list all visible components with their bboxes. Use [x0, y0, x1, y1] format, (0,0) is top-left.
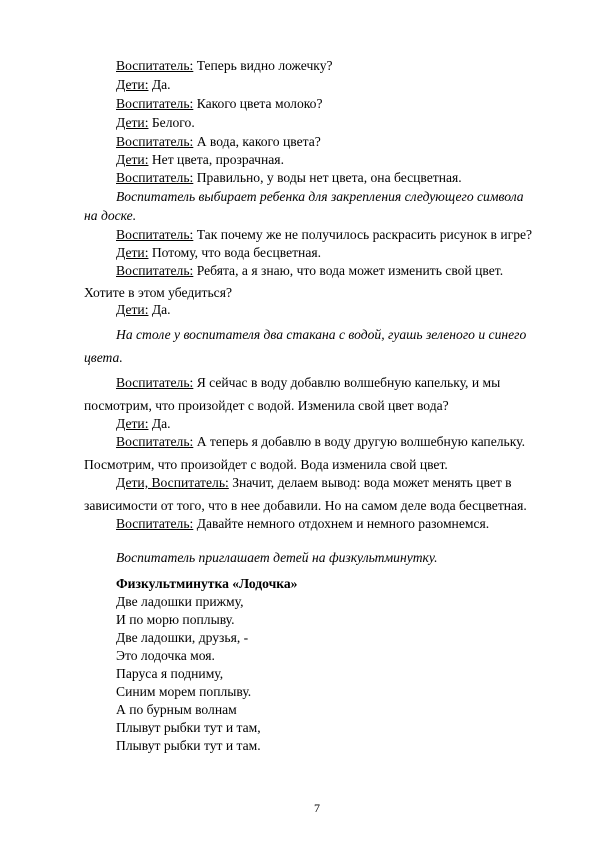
stage-direction: Воспитатель приглашает детей на физкультминутку. — [116, 550, 438, 565]
speaker-label: Воспитатель: — [116, 58, 194, 73]
dialogue-line — [116, 475, 512, 491]
line-continuation: Посмотрим, что произойдет с водой. Вода изменила свой цвет. — [84, 457, 448, 472]
line-text: Потому, что вода бесцветная. — [148, 245, 321, 260]
poem-line: Две ладошки прижму, — [116, 594, 244, 609]
poem-line: И по морю поплыву. — [116, 612, 235, 627]
poem-line: Плывут рыбки тут и там. — [116, 738, 261, 753]
line-continuation: зависимости от того, что в нее добавили. Но на самом деле вода бесцветная. — [84, 498, 527, 513]
dialogue-line — [116, 96, 323, 112]
line-text: Значит, делаем вывод: вода может менять цвет в — [228, 475, 512, 490]
line-text: Да. — [148, 302, 171, 317]
poem-line: Две ладошки, друзья, - — [116, 630, 249, 645]
speaker-label: Дети, Воспитатель: — [116, 475, 229, 490]
stage-direction: На столе у воспитателя два стакана с водой, гуашь зеленого и синего — [116, 327, 527, 342]
dialogue-line — [116, 227, 532, 243]
speaker-label: Дети: — [116, 416, 149, 431]
speaker-label: Воспитатель: — [116, 263, 194, 278]
poem-line: Синим морем поплыву. — [116, 684, 252, 699]
line-text: Давайте немного отдохнем и немного разомнемся. — [193, 516, 490, 531]
poem-line: А по бурным волнам — [116, 702, 237, 717]
speaker-label: Воспитатель: — [116, 96, 194, 111]
dialogue-line — [116, 58, 333, 74]
line-text: Так почему же не получилось раскрасить рисунок в игре? — [193, 227, 533, 242]
dialogue-line — [116, 416, 171, 432]
line-text: Ребята, а я знаю, что вода может изменить свой цвет. — [193, 263, 504, 278]
line-continuation: Хотите в этом убедиться? — [84, 285, 232, 300]
dialogue-line — [116, 375, 500, 391]
speaker-label: Воспитатель: — [116, 134, 194, 149]
line-text: Правильно, у воды нет цвета, она бесцветная. — [193, 170, 462, 185]
line-text: Нет цвета, прозрачная. — [148, 152, 284, 167]
page-number: 7 — [314, 801, 320, 815]
line-text: Какого цвета молоко? — [193, 96, 323, 111]
poem-line: Паруса я подниму, — [116, 666, 224, 681]
dialogue-line — [116, 152, 284, 168]
dialogue-line — [116, 516, 489, 532]
line-text: Белого. — [148, 115, 195, 130]
stage-direction: Воспитатель выбирает ребенка для закрепления следующего символа — [116, 189, 524, 204]
dialogue-line — [116, 134, 321, 150]
line-text: А теперь я добавлю в воду другую волшебную капельку. — [193, 434, 525, 449]
speaker-label: Дети: — [116, 115, 149, 130]
poem-title: Физкультминутка «Лодочка» — [116, 576, 298, 591]
line-text: Да. — [148, 416, 171, 431]
dialogue-line — [116, 245, 321, 261]
stage-direction-continued: на доске. — [84, 208, 137, 223]
speaker-label: Воспитатель: — [116, 516, 194, 531]
line-text: Я сейчас в воду добавлю волшебную капельку, и мы — [193, 375, 501, 390]
speaker-label: Воспитатель: — [116, 375, 194, 390]
line-text: Теперь видно ложечку? — [193, 58, 333, 73]
dialogue-line — [116, 302, 171, 318]
speaker-label: Воспитатель: — [116, 434, 194, 449]
line-text: А вода, какого цвета? — [193, 134, 321, 149]
stage-direction-continued: цвета. — [84, 350, 123, 365]
line-continuation: посмотрим, что произойдет с водой. Изменила свой цвет вода? — [84, 398, 449, 413]
line-text: Да. — [148, 77, 171, 92]
speaker-label: Дети: — [116, 77, 149, 92]
speaker-label: Дети: — [116, 302, 149, 317]
poem-line: Это лодочка моя. — [116, 648, 215, 663]
dialogue-line — [116, 115, 195, 131]
speaker-label: Дети: — [116, 152, 149, 167]
dialogue-line — [116, 170, 462, 186]
speaker-label: Воспитатель: — [116, 170, 194, 185]
speaker-label: Дети: — [116, 245, 149, 260]
dialogue-line — [116, 77, 171, 93]
dialogue-line — [116, 434, 525, 450]
speaker-label: Воспитатель: — [116, 227, 194, 242]
dialogue-line — [116, 263, 503, 279]
poem-line: Плывут рыбки тут и там, — [116, 720, 261, 735]
